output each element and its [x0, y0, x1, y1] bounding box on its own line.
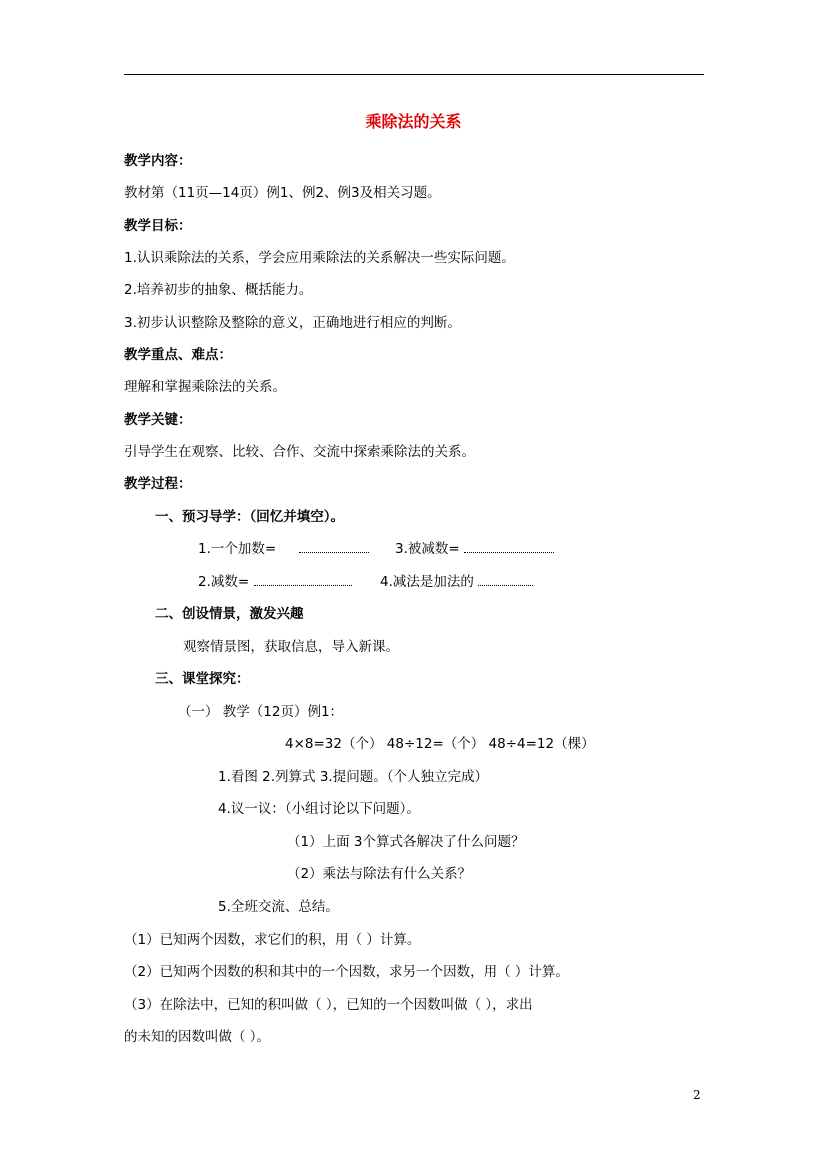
step-4: 4.议一议：（小组讨论以下问题）。	[218, 801, 420, 817]
steps-line: 1.看图 2.列算式 3.提问题。（个人独立完成）	[218, 769, 488, 785]
fill-blank-1-label: 1.一个加数=	[198, 541, 277, 557]
key-text: 理解和掌握乘除法的关系。	[124, 379, 286, 395]
summary-3a: （3）在除法中，已知的积叫做（ ），已知的一个因数叫做（ ），求出	[124, 997, 533, 1013]
fill-blank-3	[395, 540, 554, 558]
page-number: 2	[693, 1088, 701, 1102]
goal-3: 3.初步认识整除及整除的意义，正确地进行相应的判断。	[124, 315, 461, 331]
part3-heading: 三、课堂探究：	[155, 671, 250, 687]
blank-line	[299, 541, 369, 553]
blank-line	[478, 574, 533, 586]
document-title: 乘除法的关系	[365, 112, 462, 131]
goal-2: 2.培养初步的抽象、概括能力。	[124, 282, 313, 298]
summary-1: （1）已知两个因数，求它们的积，用（ ）计算。	[124, 932, 421, 948]
part2-heading: 二、创设情景，激发兴趣	[155, 606, 304, 622]
summary-2: （2）已知两个因数的积和其中的一个因数，求另一个因数，用（ ）计算。	[124, 964, 569, 980]
crux-heading: 教学关键：	[124, 412, 192, 428]
question-b: （2）乘法与除法有什么关系？	[287, 866, 472, 882]
part3-sub1: （一） 教学（12页）例1：	[178, 704, 344, 720]
crux-text: 引导学生在观察、比较、合作、交流中探索乘除法的关系。	[124, 444, 475, 460]
fill-blank-2	[198, 573, 352, 591]
content-text: 教材第（11页—14页）例1、例2、例3及相关习题。	[124, 185, 441, 201]
header-rule	[124, 74, 704, 75]
blank-line	[464, 541, 554, 553]
part2-text: 观察情景图，获取信息，导入新课。	[183, 639, 399, 655]
summary-3b: 的未知的因数叫做（ ）。	[124, 1029, 271, 1045]
blank-line	[254, 574, 352, 586]
question-a: （1）上面 3个算式各解决了什么问题？	[287, 834, 525, 850]
key-heading: 教学重点、难点：	[124, 347, 232, 363]
fill-blank-4-label: 4.减法是加法的	[380, 574, 474, 590]
content-heading: 教学内容：	[124, 153, 192, 169]
step-5: 5.全班交流、总结。	[218, 899, 339, 915]
fill-blank-3-label: 3.被减数=	[395, 541, 460, 557]
fill-blank-4	[380, 573, 533, 591]
goals-heading: 教学目标：	[124, 218, 192, 234]
process-heading: 教学过程：	[124, 476, 192, 492]
fill-blank-2-label: 2.减数=	[198, 574, 250, 590]
goal-1: 1.认识乘除法的关系，学会应用乘除法的关系解决一些实际问题。	[124, 250, 515, 266]
part1-heading: 一、预习导学：（回忆并填空）。	[155, 509, 344, 525]
example-equations: 4×8=32（个） 48÷12=（个） 48÷4=12（棵）	[285, 736, 595, 752]
fill-blank-1	[198, 540, 369, 558]
